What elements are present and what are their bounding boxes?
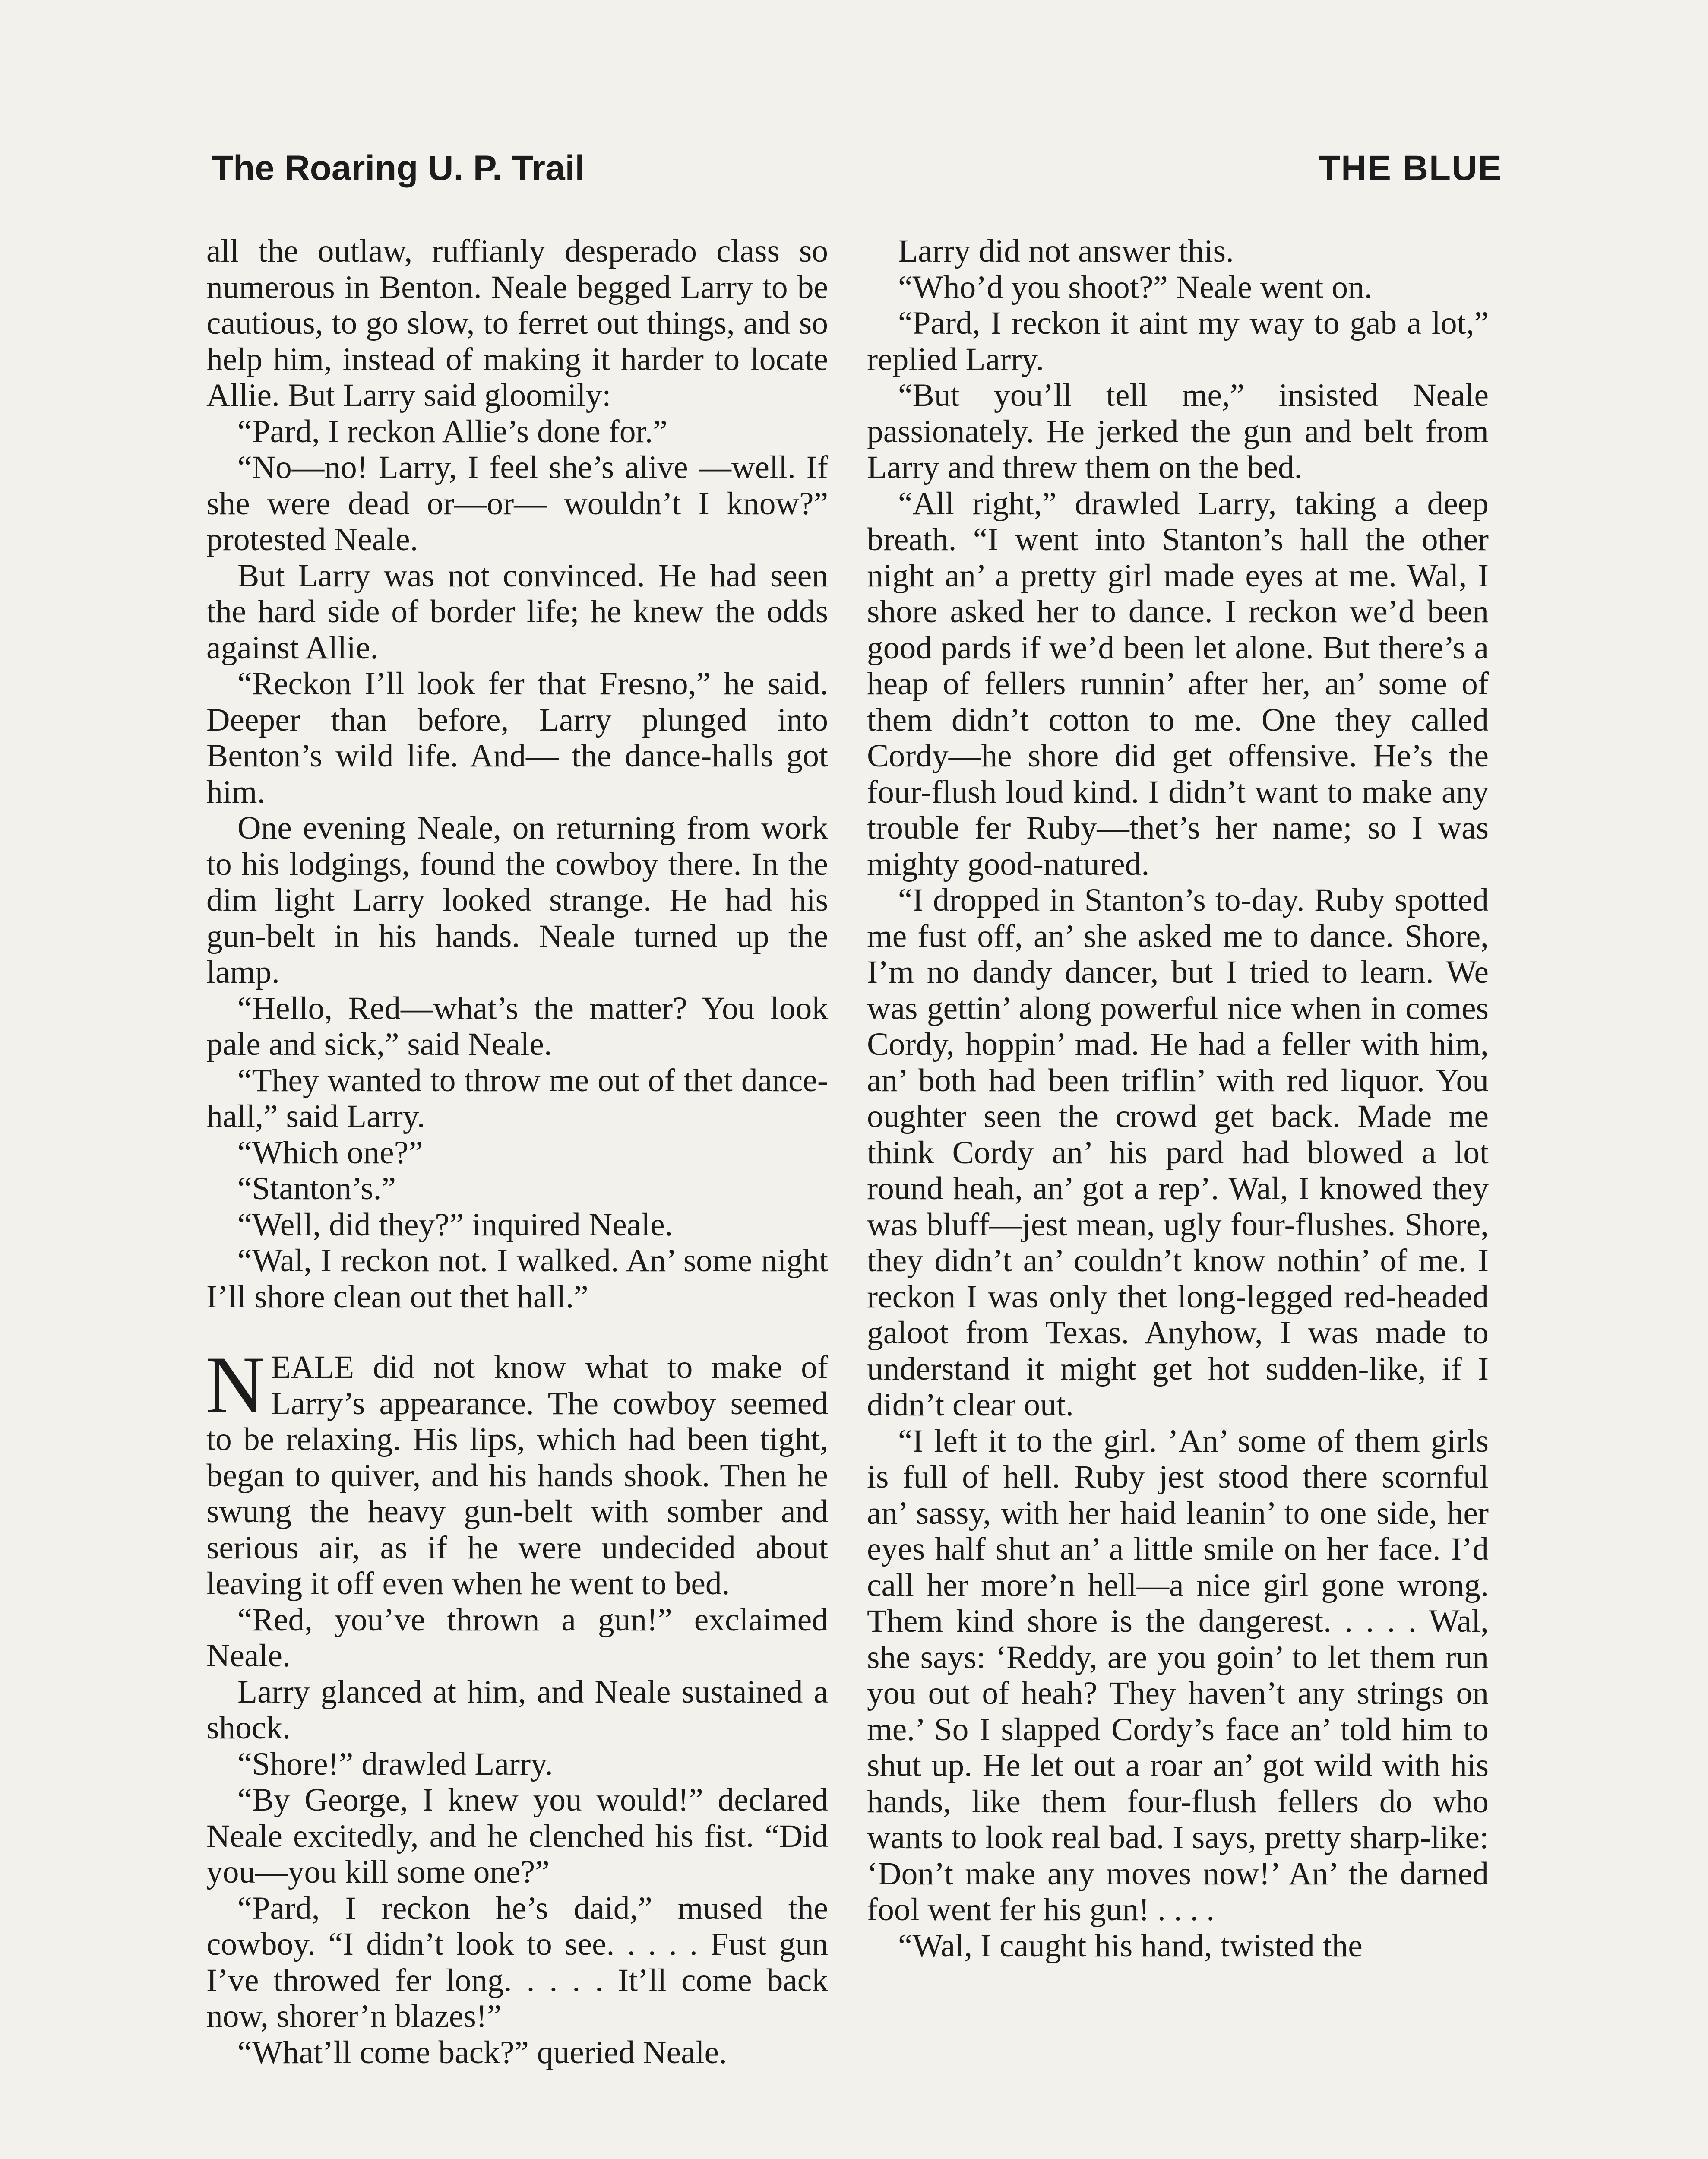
- paragraph: “Reckon I’ll look fer that Fresno,” he said. Deeper than before, Larry plunged into Benton’s wild life. And— the dance-halls got him.: [206, 666, 828, 810]
- paragraph: “Who’d you shoot?” Neale went on.: [898, 269, 1373, 305]
- paragraph: “Wal, I reckon not. I walked. An’ some night I’ll shore clean out thet hall.”: [206, 1243, 828, 1315]
- section-opening-paragraph: [206, 1340, 828, 1602]
- left-column: [206, 233, 828, 2070]
- right-column: [867, 233, 1489, 1964]
- paragraph: “Pard, I reckon it aint my way to gab a lot,” replied Larry.: [867, 305, 1489, 377]
- paragraph: “No—no! Larry, I feel she’s alive —well. If she were dead or—or— wouldn’t I know?” protested Neale.: [206, 450, 828, 557]
- paragraph: “Which one?”: [237, 1134, 423, 1171]
- paragraph: “Wal, I caught his hand, twisted the: [898, 1928, 1363, 1964]
- running-header: [212, 142, 1502, 194]
- paragraph: But Larry was not convinced. He had seen the hard side of border life; he knew the odds against Allie.: [206, 557, 828, 666]
- paragraph: “What’ll come back?” queried Neale.: [237, 2034, 727, 2070]
- paragraph: “Stanton’s.”: [237, 1171, 396, 1206]
- paragraph: “Red, you’ve thrown a gun!” exclaimed Neale.: [206, 1602, 828, 1674]
- paragraph: “But you’ll tell me,” insisted Neale passionately. He jerked the gun and belt from Larry and threw them on the bed.: [867, 377, 1489, 485]
- paragraph: “Shore!” drawled Larry.: [237, 1746, 553, 1782]
- paragraph: “They wanted to throw me out of thet dance-hall,” said Larry.: [206, 1062, 828, 1134]
- paragraph-text: EALE did not know what to make of Larry’s appearance. The cowboy seemed to be relaxing. His lips, which had been tight, began to quiver, and his hands shook. Then he swung the heavy gun-belt with somber and serious air, as if he were undecided about leaving it off even when he went to bed.: [206, 1349, 828, 1602]
- magazine-title: THE BLUE: [1319, 149, 1502, 188]
- paragraph: “By George, I knew you would!” declared Neale excitedly, and he clenched his fist. “Did you—you kill some one?”: [206, 1782, 828, 1890]
- paragraph: One evening Neale, on returning from work to his lodgings, found the cowboy there. In the dim light Larry looked strange. He had his gun-belt in his hands. Neale turned up the lamp.: [206, 810, 828, 990]
- paragraph: “Pard, I reckon Allie’s done for.”: [237, 413, 667, 450]
- paragraph: all the outlaw, ruffianly desperado class so numerous in Benton. Neale begged Larry to be cautious, to go slow, to ferret out things, and so help him, instead of making it harder to locate Allie. But Larry said gloomily:: [206, 233, 828, 413]
- story-title: The Roaring U. P. Trail: [212, 149, 585, 188]
- paragraph: “Hello, Red—what’s the matter? You look pale and sick,” said Neale.: [206, 990, 828, 1062]
- paragraph: “I dropped in Stanton’s to-day. Ruby spotted me fust off, an’ she asked me to dance. Shore, I’m no dandy dancer, but I tried to learn. We was gettin’ along powerful nice when in comes Cordy, hoppin’ mad. He had a feller with him, an’ both had been triflin’ with red liquor. You oughter seen the crowd get back. Made me think Cordy an’ his pard had blowed a lot round heah, an’ got a rep’. Wal, I knowed they was bluff—jest mean, ugly four-flushes. Shore, they didn’t an’ couldn’t know nothin’ of me. I reckon I was only thet long-legged red-headed galoot from Texas. Anyhow, I was made to understand it might get hot sudden-like, if I didn’t clear out.: [867, 882, 1489, 1423]
- paragraph: Larry did not answer this.: [898, 233, 1234, 269]
- paragraph: “All right,” drawled Larry, taking a deep breath. “I went into Stanton’s hall the other night an’ a pretty girl made eyes at me. Wal, I shore asked her to dance. I reckon we’d been good pards if we’d been let alone. But there’s a heap of fellers runnin’ after her, an’ some of them didn’t cotton to me. One they called Cordy—he shore did get offensive. He’s the four-flush loud kind. I didn’t want to make any trouble fer Ruby—thet’s her name; so I was mighty good-natured.: [867, 485, 1489, 882]
- drop-cap: N: [206, 1340, 265, 1431]
- paragraph: “Well, did they?” inquired Neale.: [237, 1206, 673, 1243]
- paragraph: “Pard, I reckon he’s daid,” mused the cowboy. “I didn’t look to see. . . . . Fust gun I’ve throwed fer long. . . . . It’ll come back now, shorer’n blazes!”: [206, 1890, 828, 2034]
- paragraph: “I left it to the girl. ’An’ some of them girls is full of hell. Ruby jest stood there scornful an’ sassy, with her haid leanin’ to one side, her eyes half shut an’ a little smile on her face. I’d call her more’n hell—a nice girl gone wrong. Them kind shore is the dangerest. . . . . Wal, she says: ‘Reddy, are you goin’ to let them run you out of heah? They haven’t any strings on me.’ So I slapped Cordy’s face an’ told him to shut up. He let out a roar an’ got wild with his hands, like them four-flush fellers do who wants to look real bad. I says, pretty sharp-like: ‘Don’t make any moves now!’ An’ the darned fool went fer his gun! . . . .: [867, 1423, 1489, 1928]
- paragraph: Larry glanced at him, and Neale sustained a shock.: [206, 1674, 828, 1746]
